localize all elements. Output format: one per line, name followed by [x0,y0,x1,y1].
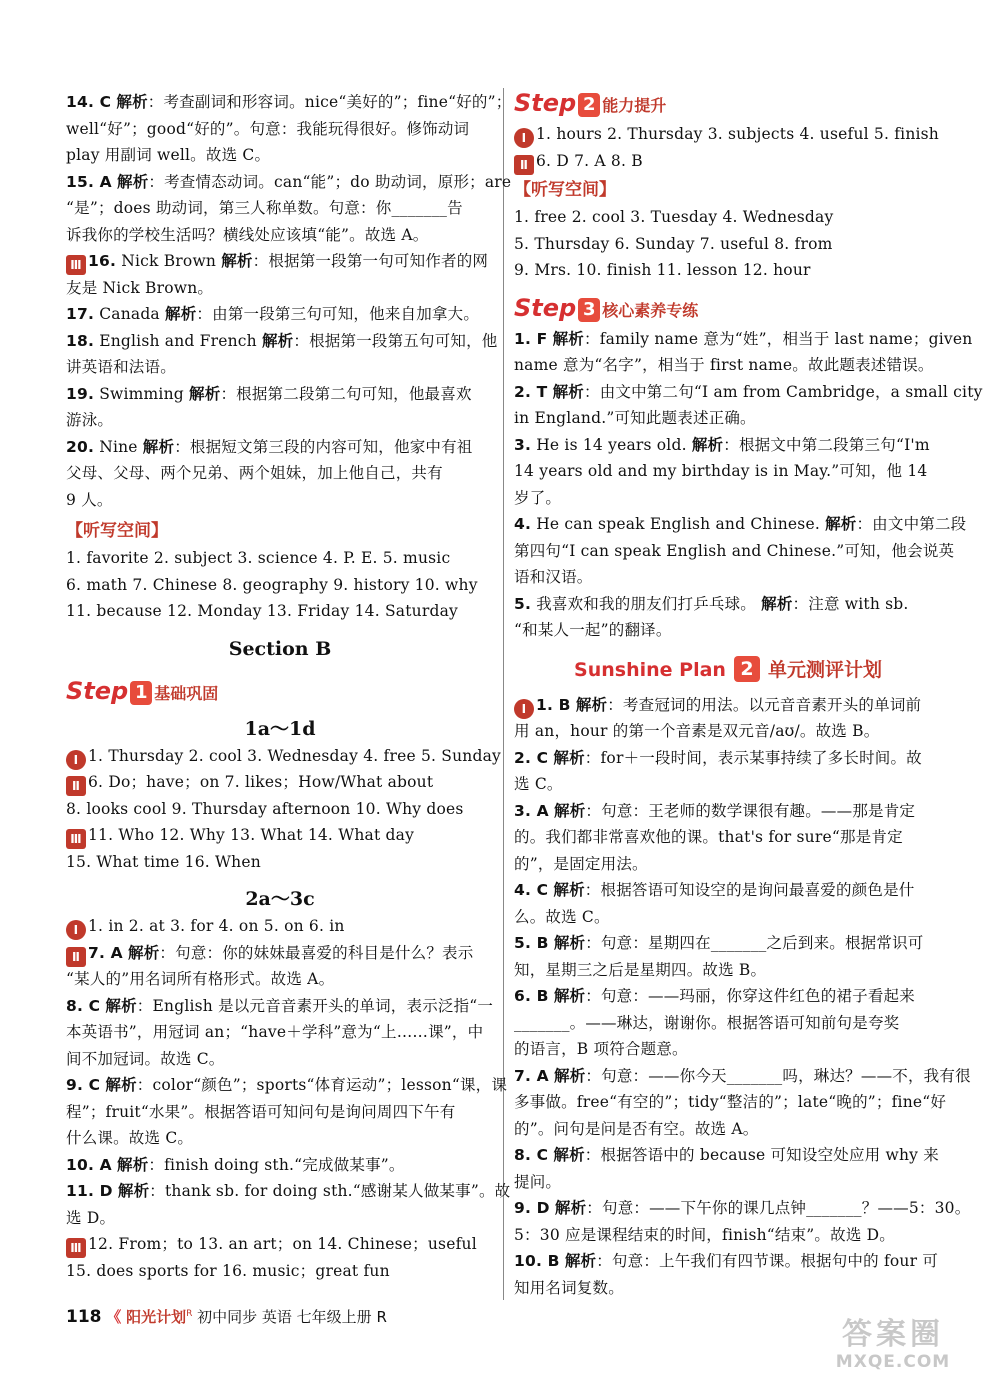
answer-line: Ⅲ 16. Nick Brown 解析：根据第一段第一句可知作者的网 [66,251,488,275]
answer-line: 9 人。 [66,490,113,509]
listen-line: 11. because 12. Monday 13. Friday 14. Saturday [66,602,458,620]
answer-line: 间不加冠词。故选 C。 [66,1049,225,1068]
answer-line: 3. A 解析：句意：王老师的数学课很有趣。——那是肯定 [514,801,916,820]
answer-line: 多事做。free“有空的”；tidy“整洁的”；late“晚的”；fine“好 [514,1093,947,1111]
step-2-heading [514,88,666,118]
answer-line: 15. does sports for 16. music；great fun [66,1261,390,1280]
step-number: 2 [578,93,600,117]
brand-sup: R [186,1309,193,1319]
subsection-1a-1d: 1a～1d [244,717,316,740]
watermark [818,1318,968,1376]
step-number: 3 [578,298,600,322]
step-word: Step [66,676,129,705]
step-title: 能力提升 [602,96,667,115]
answer-line: 程”；fruit“水果”。根据答语可知问句是询问周四下午有 [66,1102,456,1121]
listen-line: 9. Mrs. 10. finish 11. lesson 12. hour [514,261,811,279]
answer-line: 14 years old and my birthday is in May.”可知，他 14 [514,462,928,480]
book-title: 初中同步 英语 七年级上册 R [197,1308,387,1326]
answer-line: 用 an，hour 的第一个音素是双元音/aʊ/。故选 B。 [514,722,880,740]
step-word: Step [514,293,577,322]
answer-line: 的”，是固定用法。 [514,854,648,873]
answer-line: 7. A 解析：句意：——你今天_______吗，琳达？——不，我有很 [514,1066,971,1085]
answer-line: 父母、父母、两个兄弟、两个姐妹，加上他自己，共有 [66,464,443,482]
listen-line: 1. favorite 2. subject 3. science 4. P. E. 5. music [66,549,451,567]
answer-line: 2. C 解析：for＋一段时间，表示某事持续了多长时间。故 [514,748,922,767]
answer-line: 2. T 解析：由文中第二句“I am from Cambridge，a small city [514,382,983,401]
answer-line: Ⅱ 6. D 7. A 8. B [514,151,643,175]
brand-name: 阳光计划 [126,1308,187,1326]
answer-line: 15. A 解析：考查情态动词。can“能”；do 助动词，原形；are [66,172,512,191]
step-number: 1 [130,681,152,705]
listen-line: 6. math 7. Chinese 8. geography 9. history 10. why [66,575,478,594]
plan-name: Sunshine Plan [574,658,726,681]
answer-line: 的语言，B 项符合题意。 [514,1040,688,1058]
answer-line: 什么课。故选 C。 [66,1129,194,1147]
step-1-heading [66,676,218,706]
answer-line: 17. Canada 解析：由第一段第三句可知，他来自加拿大。 [66,305,480,323]
step-title: 基础巩固 [154,683,219,703]
answer-line: “是”；does 助动词，第三人称单数。句意：你_______告 [66,199,463,217]
column-divider [503,88,504,1300]
answer-line: 诉我你的学校生活吗？横线处应该填“能”。故选 A。 [66,225,429,244]
answer-line: 15. What time 16. When [66,852,261,871]
answer-line: 18. English and French 解析：根据第一段第五句可知，他 [66,331,498,350]
answer-line: 讲英语和法语。 [66,358,176,376]
answer-line: “某人的”用名词所有格形式。故选 A。 [66,970,335,988]
answer-line: 选 C。 [514,775,563,793]
answer-line: 岁了。 [514,488,562,507]
step-title: 核心素养专练 [602,300,699,320]
page-number: 118 [66,1307,102,1327]
sunshine-plan-heading [514,655,942,685]
answer-line: Ⅱ 7. A 解析：句意：你的妹妹最喜爱的科目是什么？表示 [66,943,473,967]
answer-line: 么。故选 C。 [514,907,610,926]
answer-line: 的”。问句是问是否有空。故选 A。 [514,1119,759,1138]
answer-line: 的。我们都非常喜欢他的课。that's for sure“那是肯定 [514,828,903,846]
answer-line: 4. C 解析：根据答语可知设空的是询问最喜爱的颜色是什 [514,881,915,899]
chevron-left-icon: 《 [106,1308,122,1326]
answer-line: name 意为“名字”，相当于 first name。故此题表述错误。 [514,356,934,374]
answer-line: 友是 Nick Brown。 [66,278,214,297]
answer-line: 4. He can speak English and Chinese. 解析：由文中第二段 [514,515,967,533]
answer-line: 1. F 解析：family name 意为“姓”，相当于 last name；given [514,329,973,348]
answer-line: 19. Swimming 解析：根据第二段第二句可知，他最喜欢 [66,384,472,403]
answer-line: 5. B 解析：句意：星期四在_______之后到来。根据常识可 [514,934,924,952]
answer-line: 知，星期三之后是星期四。故选 B。 [514,960,767,979]
step-word: Step [514,89,577,117]
step-3-heading [514,293,698,323]
answer-line: 知用名词复数。 [514,1278,624,1297]
answer-line: _______。——琳达，谢谢你。根据答语可知前句是夸奖 [514,1013,900,1032]
answer-line: 选 D。 [66,1208,116,1227]
answer-line: 5：30 应是课程结束的时间，finish“结束”。故选 D。 [514,1225,895,1244]
answer-line: 第四句“I can speak English and Chinese.”可知，他会说英 [514,541,955,560]
answer-line: 9. D 解析：句意：——下午你的课几点钟_______？——5：30。 [514,1199,971,1217]
watermark-bottom: MXQE.COM [835,1352,951,1372]
subsection-2a-3c: 2a～3c [245,888,315,910]
answer-line: 8. looks cool 9. Thursday afternoon 10. Why does [66,799,464,818]
listen-line: 1. free 2. cool 3. Tuesday 4. Wednesday [514,208,834,226]
page-footer [66,1306,387,1327]
answer-line: Ⅱ 6. Do；have；on 7. likes；How/What about [66,772,433,796]
answer-line: 提问。 [514,1172,562,1191]
answer-line: Ⅰ 1. in 2. at 3. for 4. on 5. on 6. in [66,916,345,940]
answer-line: 10. A 解析：finish doing sth.“完成做某事”。 [66,1155,405,1174]
answer-line: 本英语书”，用冠词 an；“have＋学科”意为“上……课”，中 [66,1023,484,1041]
answer-line: 5. 我喜欢和我的朋友们打乒乓球。 解析：注意 with sb. [514,594,909,613]
answer-line: 游泳。 [66,411,114,429]
answer-line: 20. Nine 解析：根据短文第三段的内容可知，他家中有祖 [66,437,473,456]
answer-line: 11. D 解析：thank sb. for doing sth.“感谢某人做某事”。故 [66,1182,511,1200]
answer-line: 8. C 解析：根据答语中的 because 可知设空处应用 why 来 [514,1146,939,1164]
answer-line: 8. C 解析：English 是以元音音素开头的单词，表示泛指“一 [66,996,494,1015]
answer-line: 6. B 解析：句意：——玛丽，你穿这件红色的裙子看起来 [514,987,915,1005]
plan-number: 2 [734,656,760,682]
answer-line: Ⅰ 1. hours 2. Thursday 3. subjects 4. useful 5. finish [514,124,939,148]
answer-line: “和某人一起”的翻译。 [514,621,672,639]
answer-line: Ⅰ 1. B 解析：考查冠词的用法。以元音音素开头的单词前 [514,695,921,719]
answer-line: well“好”；good“好的”。句意：我能玩得很好。修饰动词 [66,119,470,138]
answer-line: Ⅲ 12. From；to 13. an art；on 14. Chinese；useful [66,1234,477,1258]
answer-line: 9. C 解析：color“颜色”；sports“体育运动”；lesson“课，课 [66,1076,508,1094]
plan-title: 单元测评计划 [767,658,882,681]
listen-section-title: 【听写空间】 [66,521,168,541]
section-title: Section B [228,637,332,660]
answer-line: 10. B 解析：句意：上午我们有四节课。根据句中的 four 可 [514,1252,939,1270]
listen-line: 5. Thursday 6. Sunday 7. useful 8. from [514,234,833,253]
answer-line: 3. He is 14 years old. 解析：根据文中第二段第三句“I'm [514,435,930,454]
answer-line: 14. C 解析：考查副词和形容词。nice“美好的”；fine“好的”； [66,93,512,111]
answer-line: Ⅰ 1. Thursday 2. cool 3. Wednesday 4. free 5. Sunday [66,746,501,770]
answer-line: 语和汉语。 [514,568,593,586]
listen-section-title: 【听写空间】 [514,180,616,200]
answer-line: play 用副词 well。故选 C。 [66,146,271,164]
answer-line: in England.”可知此题表述正确。 [514,409,756,427]
watermark-top: 答案圈 [842,1317,944,1352]
answer-line: Ⅲ 11. Who 12. Why 13. What 14. What day [66,825,414,849]
